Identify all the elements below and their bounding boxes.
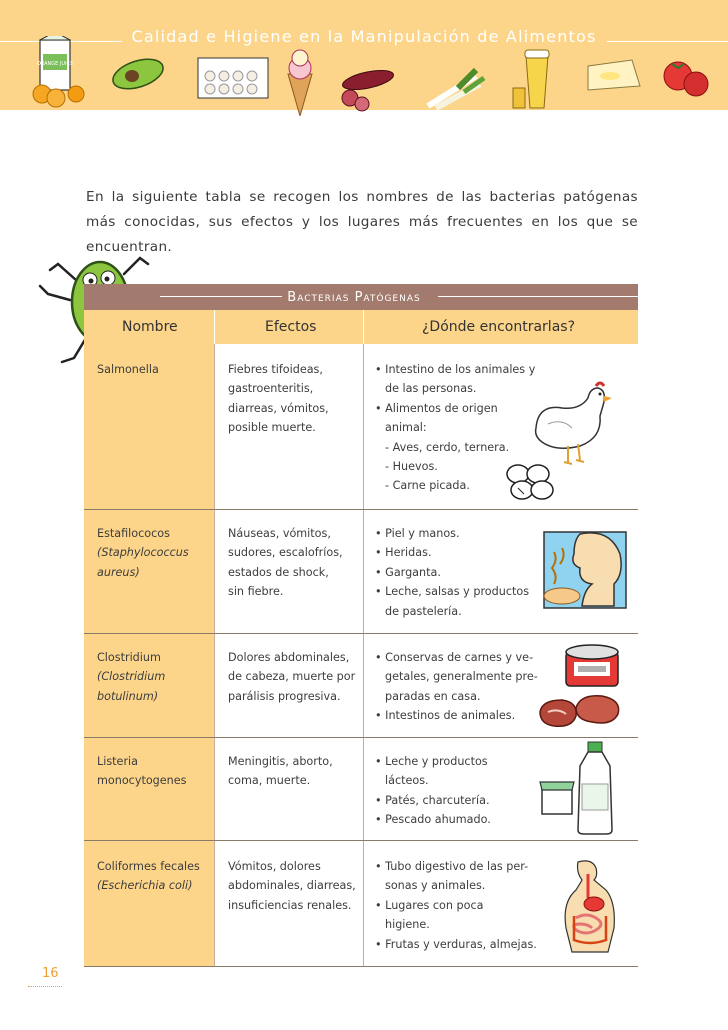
avocado-icon bbox=[109, 54, 166, 95]
where-line: • Alimentos de origen bbox=[375, 401, 498, 415]
table-row-clostridium-where bbox=[375, 648, 555, 726]
effect-line: Dolores abdominales, bbox=[228, 651, 350, 664]
where-line: de pastelería. bbox=[385, 604, 462, 618]
table-row-coliformes-where bbox=[375, 857, 555, 954]
beer-glass-icon bbox=[513, 50, 549, 108]
cheese-icon bbox=[588, 60, 640, 90]
column-header-nombre bbox=[84, 310, 214, 344]
where-line: • Lugares con poca bbox=[375, 898, 484, 912]
table-row-estafilococos-effects bbox=[228, 524, 363, 602]
column-header-efectos bbox=[215, 310, 363, 344]
bacteria-latin-name: botulinum) bbox=[97, 689, 159, 703]
column-divider bbox=[363, 344, 364, 966]
table-row-coliformes-name bbox=[97, 857, 215, 896]
bacteria-name: Coliformes fecales bbox=[97, 860, 200, 873]
where-line: • Leche y productos bbox=[375, 755, 488, 768]
effect-line: Náuseas, vómitos, bbox=[228, 527, 331, 540]
where-line: animal: bbox=[385, 421, 427, 435]
effect-line: sin fiebre. bbox=[228, 585, 284, 599]
where-line: sonas y animales. bbox=[385, 879, 486, 893]
column-header-label: ¿Dónde encontrarlas? bbox=[422, 319, 575, 335]
bacteria-latin-name: (Clostridium bbox=[97, 670, 166, 684]
leek-icon bbox=[428, 70, 484, 108]
where-line: • Intestino de los animales y bbox=[375, 363, 536, 376]
raw-meat-icon bbox=[536, 690, 626, 734]
page-number: 16 bbox=[42, 966, 59, 981]
carton-label: ORANGE JUICE bbox=[36, 61, 74, 67]
column-header-label: Efectos bbox=[265, 319, 317, 335]
row-divider bbox=[84, 509, 638, 510]
table-row-clostridium-name bbox=[97, 648, 215, 706]
row-divider bbox=[84, 840, 638, 841]
juice-carton-icon bbox=[33, 36, 84, 107]
sneezing-face-icon bbox=[540, 524, 630, 614]
bacteria-latin-name: (Escherichia coli) bbox=[97, 879, 193, 893]
table-row-listeria-name bbox=[97, 752, 215, 791]
canned-food-icon bbox=[562, 642, 622, 692]
effect-line: Vómitos, dolores bbox=[228, 860, 321, 873]
where-line: - Aves, cerdo, ternera. bbox=[385, 440, 510, 454]
effect-line: estados de shock, bbox=[228, 565, 329, 579]
where-line: • Conservas de carnes y ve- bbox=[375, 651, 534, 664]
where-line: getales, generalmente pre- bbox=[385, 670, 538, 684]
row-divider bbox=[84, 737, 638, 738]
effect-line: gastroenteritis, bbox=[228, 382, 314, 396]
table-row-coliformes-effects bbox=[228, 857, 363, 915]
bacteria-latin-name: aureus) bbox=[97, 565, 140, 579]
effect-line: sudores, escalofríos, bbox=[228, 546, 343, 560]
table-row-clostridium-effects bbox=[228, 648, 363, 706]
effect-line: insuficiencias renales. bbox=[228, 898, 352, 912]
effect-line: abdominales, diarreas, bbox=[228, 879, 356, 893]
where-line: higiene. bbox=[385, 918, 430, 932]
where-line: • Garganta. bbox=[375, 565, 441, 579]
chicken-icon bbox=[528, 380, 614, 470]
effect-line: de cabeza, muerte por bbox=[228, 670, 356, 684]
table-title: Bacterias Patógenas bbox=[287, 290, 421, 305]
effect-line: diarreas, vómitos, bbox=[228, 401, 329, 415]
table-row-listeria-effects bbox=[228, 752, 363, 791]
digestive-system-icon bbox=[556, 858, 626, 954]
eggs-icon bbox=[504, 460, 556, 504]
row-divider bbox=[84, 633, 638, 634]
bacteria-latin-name: (Staphylococcus bbox=[97, 546, 189, 560]
effect-line: coma, muerte. bbox=[228, 774, 311, 788]
egg-carton-icon bbox=[198, 58, 268, 98]
bacteria-name: monocytogenes bbox=[97, 774, 187, 788]
food-illustration-strip bbox=[28, 36, 720, 116]
column-header-donde bbox=[364, 310, 638, 344]
where-line: - Carne picada. bbox=[385, 479, 470, 493]
effect-line: Meningitis, aborto, bbox=[228, 755, 333, 768]
where-line: • Piel y manos. bbox=[375, 527, 460, 540]
table-row-listeria-where bbox=[375, 752, 555, 830]
sausage-icon bbox=[341, 67, 395, 111]
where-line: paradas en casa. bbox=[385, 689, 481, 703]
where-line: • Heridas. bbox=[375, 546, 432, 560]
table-row-salmonella-name bbox=[97, 360, 215, 379]
bacteria-name: Listeria bbox=[97, 755, 139, 768]
effect-line: parálisis progresiva. bbox=[228, 689, 341, 703]
page-number-rule bbox=[28, 986, 62, 987]
where-line: • Pescado ahumado. bbox=[375, 813, 491, 827]
where-line: • Intestinos de animales. bbox=[375, 709, 516, 723]
effect-line: Fiebres tifoideas, bbox=[228, 363, 323, 376]
milk-bottle-icon bbox=[572, 740, 618, 836]
where-line: de las personas. bbox=[385, 382, 477, 396]
table-row-estafilococos-name bbox=[97, 524, 215, 582]
column-header-label: Nombre bbox=[122, 319, 178, 335]
ice-cream-icon bbox=[288, 50, 312, 116]
where-line: • Patés, charcutería. bbox=[375, 793, 490, 807]
effect-line: posible muerte. bbox=[228, 421, 316, 435]
where-line: lácteos. bbox=[385, 774, 429, 788]
intro-paragraph: En la siguiente tabla se recogen los nombres de las bacterias patógenas más conocidas, sus efectos y los lugares más frecuentes en los que se encuentran. bbox=[86, 189, 638, 255]
where-line: • Tubo digestivo de las per- bbox=[375, 860, 529, 873]
tomato-icon bbox=[664, 62, 708, 96]
where-line: • Frutas y verduras, almejas. bbox=[375, 937, 537, 951]
table-bottom-rule bbox=[84, 966, 638, 967]
where-line: • Leche, salsas y productos bbox=[375, 585, 530, 599]
bacteria-name: Salmonella bbox=[97, 363, 159, 376]
bacteria-name: Clostridium bbox=[97, 651, 161, 664]
where-line: - Huevos. bbox=[385, 460, 438, 474]
table-row-salmonella-effects bbox=[228, 360, 363, 438]
table-row-estafilococos-where bbox=[375, 524, 555, 621]
bacteria-name: Estafilococos bbox=[97, 527, 170, 540]
header-title: Calidad e Higiene en la Manipulación de Alimentos bbox=[131, 27, 597, 46]
